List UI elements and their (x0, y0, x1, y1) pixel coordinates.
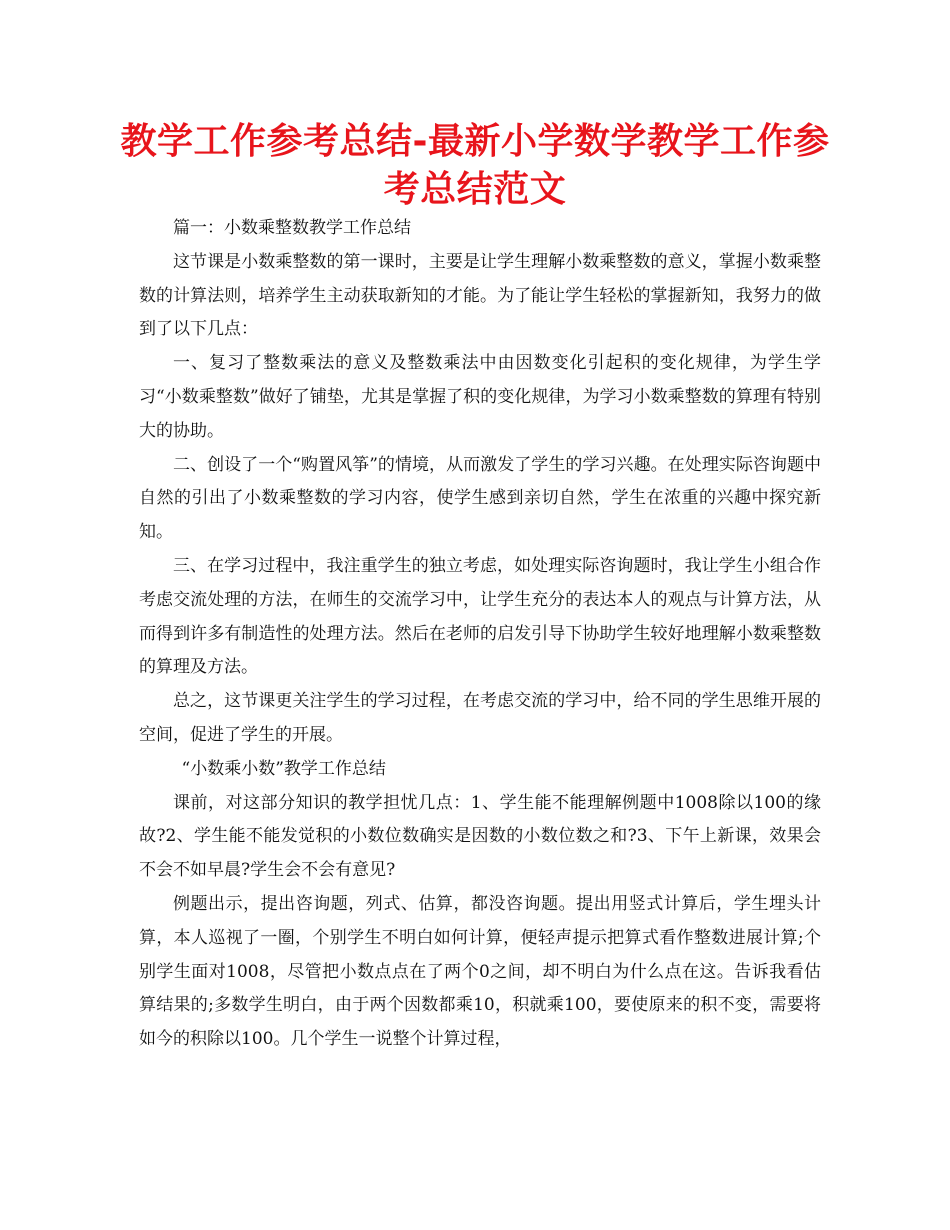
document-body (139, 212, 821, 1057)
paragraph: 一、复习了整数乘法的意义及整数乘法中由因数变化引起积的变化规律，为学生学习“小数乘整数”做好了铺垫，尤其是掌握了积的变化规律，为学习小数乘整数的算理有特别大的协助。 (139, 353, 821, 441)
paragraph: 二、创设了一个“购置风筝”的情境，从而激发了学生的学习兴趣。在处理实际咨询题中自然的引出了小数乘整数的学习内容，使学生感到亲切自然，学生在浓重的兴趣中探究新知。 (139, 454, 821, 543)
section-heading-2: “小数乘小数”教学工作总结 (181, 758, 386, 779)
paragraph: 课前，对这部分知识的教学担忧几点：1、学生能不能理解例题中1008除以100的缘故?2、学生能不能发觉积的小数位数确实是因数的小数位数之和?3、下午上新课，效果会不会不如早晨?学生会不会有意见? (139, 792, 821, 881)
paragraph: 例题出示，提出咨询题，列式、估算，都没咨询题。提出用竖式计算后，学生埋头计算，本人巡视了一圈，个别学生不明白如何计算，便轻声提示把算式看作整数进展计算;个别学生面对1008，尽管把小数点点在了两个0之间，却不明白为什么点在这。告诉我看估算结果的;多数学生明白，由于两个因数都乘10，积就乘100，要使原来的积不变，需要将如今的积除以100。几个学生一说整个计算过程， (139, 893, 821, 1050)
section-heading-1: 篇一：小数乘整数教学工作总结 (173, 218, 411, 238)
paragraph: 这节课是小数乘整数的第一课时，主要是让学生理解小数乘整数的意义，掌握小数乘整数的计算法则，培养学生主动获取新知的才能。为了能让学生轻松的掌握新知，我努力的做到了以下几点： (139, 251, 821, 340)
document-title: 教学工作参考总结-最新小学数学教学工作参考总结范文 (120, 121, 830, 210)
paragraph: 总之，这节课更关注学生的学习过程，在考虑交流的学习中，给不同的学生思维开展的空间，促进了学生的开展。 (139, 691, 821, 745)
paragraph: 三、在学习过程中，我注重学生的独立考虑，如处理实际咨询题时，我让学生小组合作考虑交流处理的方法，在师生的交流学习中，让学生充分的表达本人的观点与计算方法，从而得到许多有制造性的处理方法。然后在老师的启发引导下协助学生较好地理解小数乘整数的算理及方法。 (139, 555, 821, 678)
